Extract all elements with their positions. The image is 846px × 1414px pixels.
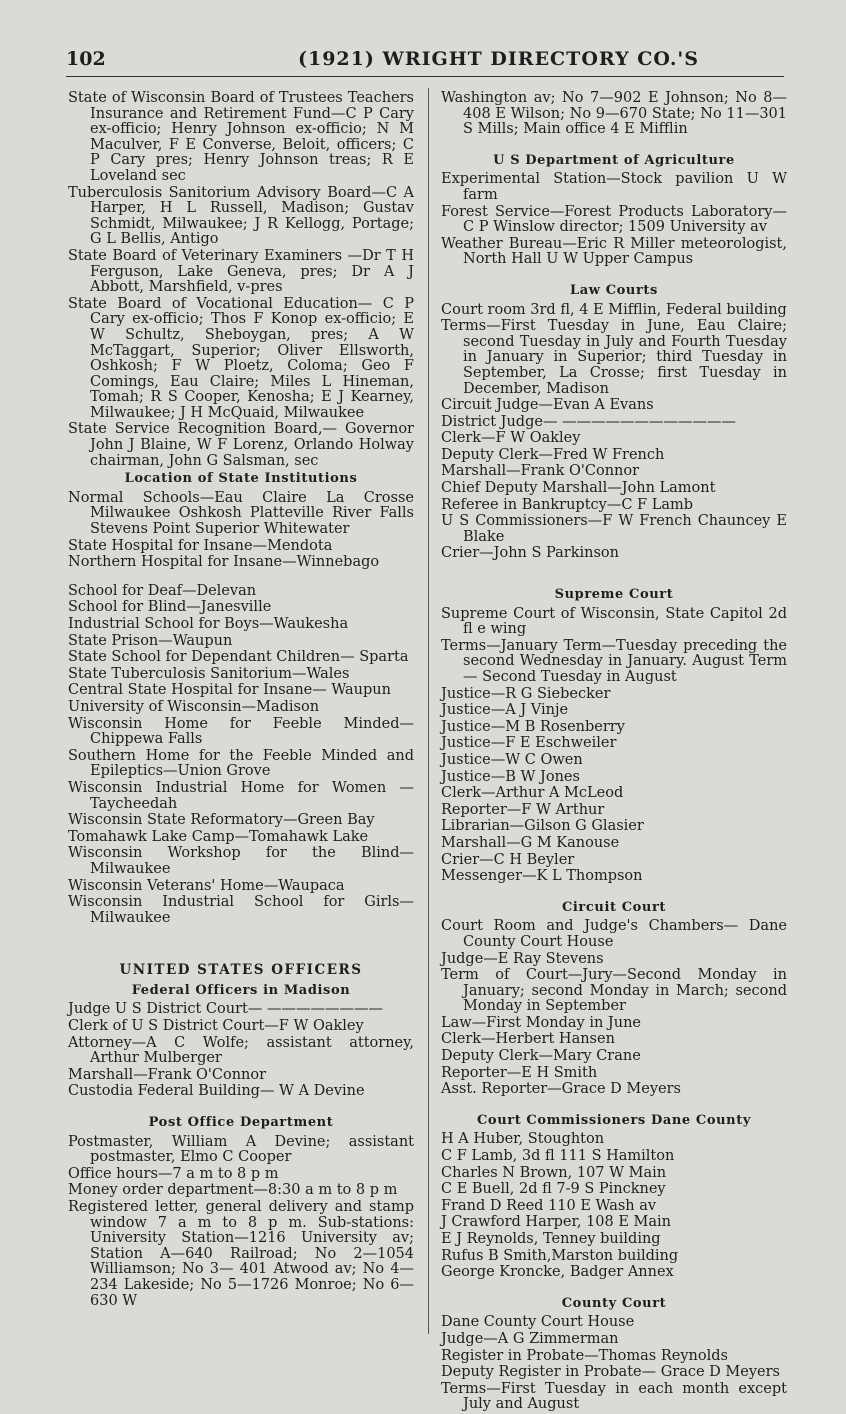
list-item: Deputy Register in Probate— Grace D Meyers bbox=[441, 1364, 780, 1381]
list-item: C E Buell, 2d fl 7-9 S Pinckney bbox=[441, 1181, 666, 1198]
list-item: Clerk—Arthur A McLeod bbox=[441, 785, 624, 802]
list-item: Wisconsin Veterans' Home—Waupaca bbox=[68, 877, 345, 894]
list-item: Terms—January Term—Tuesday preceding the second Wednesday in January. August Term — Second Tuesday in August bbox=[441, 637, 787, 685]
list-item: Wisconsin Workshop for the Blind— Milwaukee bbox=[68, 845, 414, 877]
list-item: Deputy Clerk—Fred W French bbox=[441, 446, 665, 463]
list-item: Experimental Station—Stock pavilion U W farm bbox=[441, 171, 787, 203]
list-item: Southern Home for the Feeble Minded and Epileptics—Union Grove bbox=[68, 747, 414, 780]
list-item: Deputy Clerk—Mary Crane bbox=[441, 1048, 641, 1065]
list-item: Justice—B W Jones bbox=[441, 768, 580, 785]
list-item: Money order department—8:30 a m to 8 p m bbox=[68, 1182, 398, 1199]
list-item: Justice—M B Rosenberry bbox=[441, 718, 625, 735]
list-item: H A Huber, Stoughton bbox=[441, 1131, 605, 1148]
list-item: Wisconsin Home for Feeble Minded— Chippewa Falls bbox=[68, 715, 414, 748]
list-item: Justice—W C Owen bbox=[441, 751, 583, 768]
list-item: State Prison—Waupun bbox=[68, 632, 233, 649]
list-item: Dane County Court House bbox=[441, 1314, 635, 1331]
list-item: Washington av; No 7—902 E Johnson; No 8—408 E Wilson; No 9—670 State; No 11—301 S Mills; Main office 4 E Mifflin bbox=[441, 90, 787, 138]
list-item: Frand D Reed 110 E Wash av bbox=[441, 1197, 657, 1214]
page-header bbox=[66, 48, 786, 74]
list-item: Court room 3rd fl, 4 E Mifflin, Federal building bbox=[441, 301, 787, 318]
section-heading-court-commissioners: Court Commissioners Dane County bbox=[476, 1112, 751, 1128]
list-item: Justice—A J Vinje bbox=[441, 702, 569, 719]
list-item: Industrial School for Boys—Waukesha bbox=[68, 616, 349, 632]
list-item: Attorney—A C Wolfe; assistant attorney, Arthur Mulberger bbox=[68, 1034, 414, 1067]
list-item: Crier—John S Parkinson bbox=[441, 545, 620, 562]
list-item: Central State Hospital for Insane— Waupun bbox=[68, 682, 391, 699]
section-heading-post-office: Post Office Department bbox=[148, 1115, 334, 1131]
list-item: Forest Service—Forest Products Laboratory—C P Winslow director; 1509 University av bbox=[441, 203, 787, 236]
list-item: State Hospital for Insane—Mendota bbox=[68, 537, 333, 554]
list-item: Rufus B Smith,Marston building bbox=[441, 1247, 679, 1264]
list-item: Supreme Court of Wisconsin, State Capitol 2d fl e wing bbox=[441, 605, 787, 638]
list-item: Circuit Judge—Evan A Evans bbox=[441, 397, 654, 414]
list-item: Clerk of U S District Court—F W Oakley bbox=[68, 1018, 364, 1035]
list-item: Crier—C H Beyler bbox=[441, 851, 575, 868]
list-item: Custodia Federal Building— W A Devine bbox=[68, 1083, 365, 1100]
left-column bbox=[68, 91, 414, 1310]
list-item: George Kroncke, Badger Annex bbox=[441, 1264, 674, 1281]
list-item: School for Blind—Janesville bbox=[68, 599, 272, 616]
list-item: Chief Deputy Marshall—John Lamont bbox=[441, 480, 716, 497]
section-heading-agriculture: U S Department of Agriculture bbox=[493, 152, 735, 168]
list-item: Reporter—E H Smith bbox=[441, 1064, 598, 1081]
running-head: (1921) WRIGHT DIRECTORY CO.'S bbox=[298, 48, 699, 70]
section-heading-state-institutions: Location of State Institutions bbox=[124, 471, 358, 487]
entry-tuberculosis-advisory-board: Tuberculosis Sanitorium Advisory Board—C A Harper, H L Russell, Madison; Gustav Schmidt, Milwaukee; J R Kellogg, Portage; G L Bellis, Antigo bbox=[68, 184, 414, 248]
section-heading-supreme-court: Supreme Court bbox=[554, 587, 674, 603]
list-item: Marshall—Frank O'Connor bbox=[68, 1066, 267, 1083]
list-item: Weather Bureau—Eric R Miller meteorologist, North Hall U W Upper Campus bbox=[441, 235, 787, 268]
section-heading-united-states-officers: UNITED STATES OFFICERS bbox=[119, 962, 363, 979]
list-item: Term of Court—Jury—Second Monday in January; second Monday in March; second Monday in September bbox=[441, 967, 787, 1015]
right-column bbox=[441, 91, 787, 1414]
list-item: Clerk—Herbert Hansen bbox=[441, 1031, 615, 1048]
list-item: Court Room and Judge's Chambers— Dane County Court House bbox=[441, 918, 787, 950]
list-item: Normal Schools—Eau Claire La Crosse Milwaukee Oshkosh Platteville River Falls Stevens Point Superior Whitewater bbox=[68, 489, 414, 538]
list-item: Tomahawk Lake Camp—Tomahawk Lake bbox=[68, 828, 369, 845]
list-item: Judge—A G Zimmerman bbox=[441, 1330, 619, 1347]
entry-teachers-retirement-board: State of Wisconsin Board of Trustees Teachers Insurance and Retirement Fund—C P Cary ex-officio; Henry Johnson ex-officio; N M Maculver, F E Converse, Beloit, officers; C P Cary pres; Henry Johnson treas; R E Loveland sec bbox=[68, 90, 414, 184]
entry-vocational-education: State Board of Vocational Education— C P Cary ex-officio; Thos F Konop ex-officio; E W Schultz, Sheboygan, pres; A W McTaggart, Superior; Oliver Ellsworth, Oshkosh; F W Ploetz, Coloma; Geo F Comings, Eau Claire; Miles L Hineman, Tomah; R S Cooper, Kenosha; E J Kearney, Milwaukee; J H McQuaid, Milwaukee bbox=[68, 295, 414, 421]
list-item: Register in Probate—Thomas Reynolds bbox=[441, 1347, 728, 1364]
list-item: Office hours—7 a m to 8 p m bbox=[68, 1165, 279, 1182]
list-item: University of Wisconsin—Madison bbox=[68, 698, 320, 715]
list-item: School for Deaf—Delevan bbox=[68, 582, 257, 599]
list-item: District Judge— ———————————— bbox=[441, 413, 737, 430]
list-item: U S Commissioners—F W French Chauncey E Blake bbox=[441, 513, 787, 545]
column-divider bbox=[428, 88, 429, 1334]
list-item: State School for Dependant Children— Sparta bbox=[68, 649, 409, 666]
list-item: Marshall—Frank O'Connor bbox=[441, 463, 640, 480]
list-item: Librarian—Gilson G Glasier bbox=[441, 818, 644, 835]
list-item: Terms—First Tuesday in each month except July and August bbox=[441, 1380, 787, 1413]
list-item: Marshall—G M Kanouse bbox=[441, 834, 620, 851]
list-item: Postmaster, William A Devine; assistant postmaster, Elmo C Cooper bbox=[68, 1133, 414, 1166]
list-item: Clerk—F W Oakley bbox=[441, 430, 581, 447]
list-item: Northern Hospital for Insane—Winnebago bbox=[68, 554, 380, 571]
list-item: Asst. Reporter—Grace D Meyers bbox=[441, 1081, 681, 1098]
section-heading-federal-officers: Federal Officers in Madison bbox=[131, 982, 351, 998]
list-item: Judge U S District Court— ———————— bbox=[68, 1001, 383, 1018]
list-item: Justice—R G Siebecker bbox=[441, 685, 611, 702]
list-item: J Crawford Harper, 108 E Main bbox=[441, 1214, 672, 1231]
list-item: State Tuberculosis Sanitorium—Wales bbox=[68, 665, 350, 682]
list-item: Charles N Brown, 107 W Main bbox=[441, 1164, 667, 1181]
list-item: E J Reynolds, Tenney building bbox=[441, 1231, 661, 1247]
list-item: Registered letter, general delivery and stamp window 7 a m to 8 p m. Sub-stations: University Station—1216 University av; Station A—640 Railroad; No 2—1054 Williamson; No 3— 401 Atwood av; No 4—234 Lakeside; No 5—1726 Monroe; No 6—630 W bbox=[68, 1199, 414, 1309]
section-heading-law-courts: Law Courts bbox=[570, 282, 658, 298]
list-item: Wisconsin State Reformatory—Green Bay bbox=[68, 812, 375, 829]
list-item: Law—First Monday in June bbox=[441, 1014, 641, 1031]
list-item: Messenger—K L Thompson bbox=[441, 868, 643, 885]
entry-service-recognition-board: State Service Recognition Board,— Governor John J Blaine, W F Lorenz, Orlando Holway chairman, John G Salsman, sec bbox=[68, 421, 414, 469]
list-item: Wisconsin Industrial Home for Women —Taycheedah bbox=[68, 779, 414, 812]
list-item: Wisconsin Industrial School for Girls— Milwaukee bbox=[68, 894, 414, 926]
entry-veterinary-examiners: State Board of Veterinary Examiners —Dr T H Ferguson, Lake Geneva, pres; Dr A J Abbott, Marshfield, v-pres bbox=[68, 247, 414, 296]
list-item: Justice—F E Eschweiler bbox=[441, 735, 617, 752]
list-item: Judge—E Ray Stevens bbox=[441, 950, 604, 967]
section-heading-county-court: County Court bbox=[561, 1295, 667, 1311]
header-rule bbox=[66, 76, 784, 77]
list-item: Terms—First Tuesday in June, Eau Claire; second Tuesday in July and Fourth Tuesday in January in Superior; third Tuesday in September, La Crosse; first Tuesday in December, Madison bbox=[441, 318, 787, 397]
list-item: Reporter—F W Arthur bbox=[441, 801, 605, 818]
list-item: C F Lamb, 3d fl 111 S Hamilton bbox=[441, 1148, 675, 1165]
page-number: 102 bbox=[66, 48, 106, 70]
list-item: Referee in Bankruptcy—C F Lamb bbox=[441, 496, 694, 513]
section-heading-circuit-court: Circuit Court bbox=[561, 899, 667, 915]
